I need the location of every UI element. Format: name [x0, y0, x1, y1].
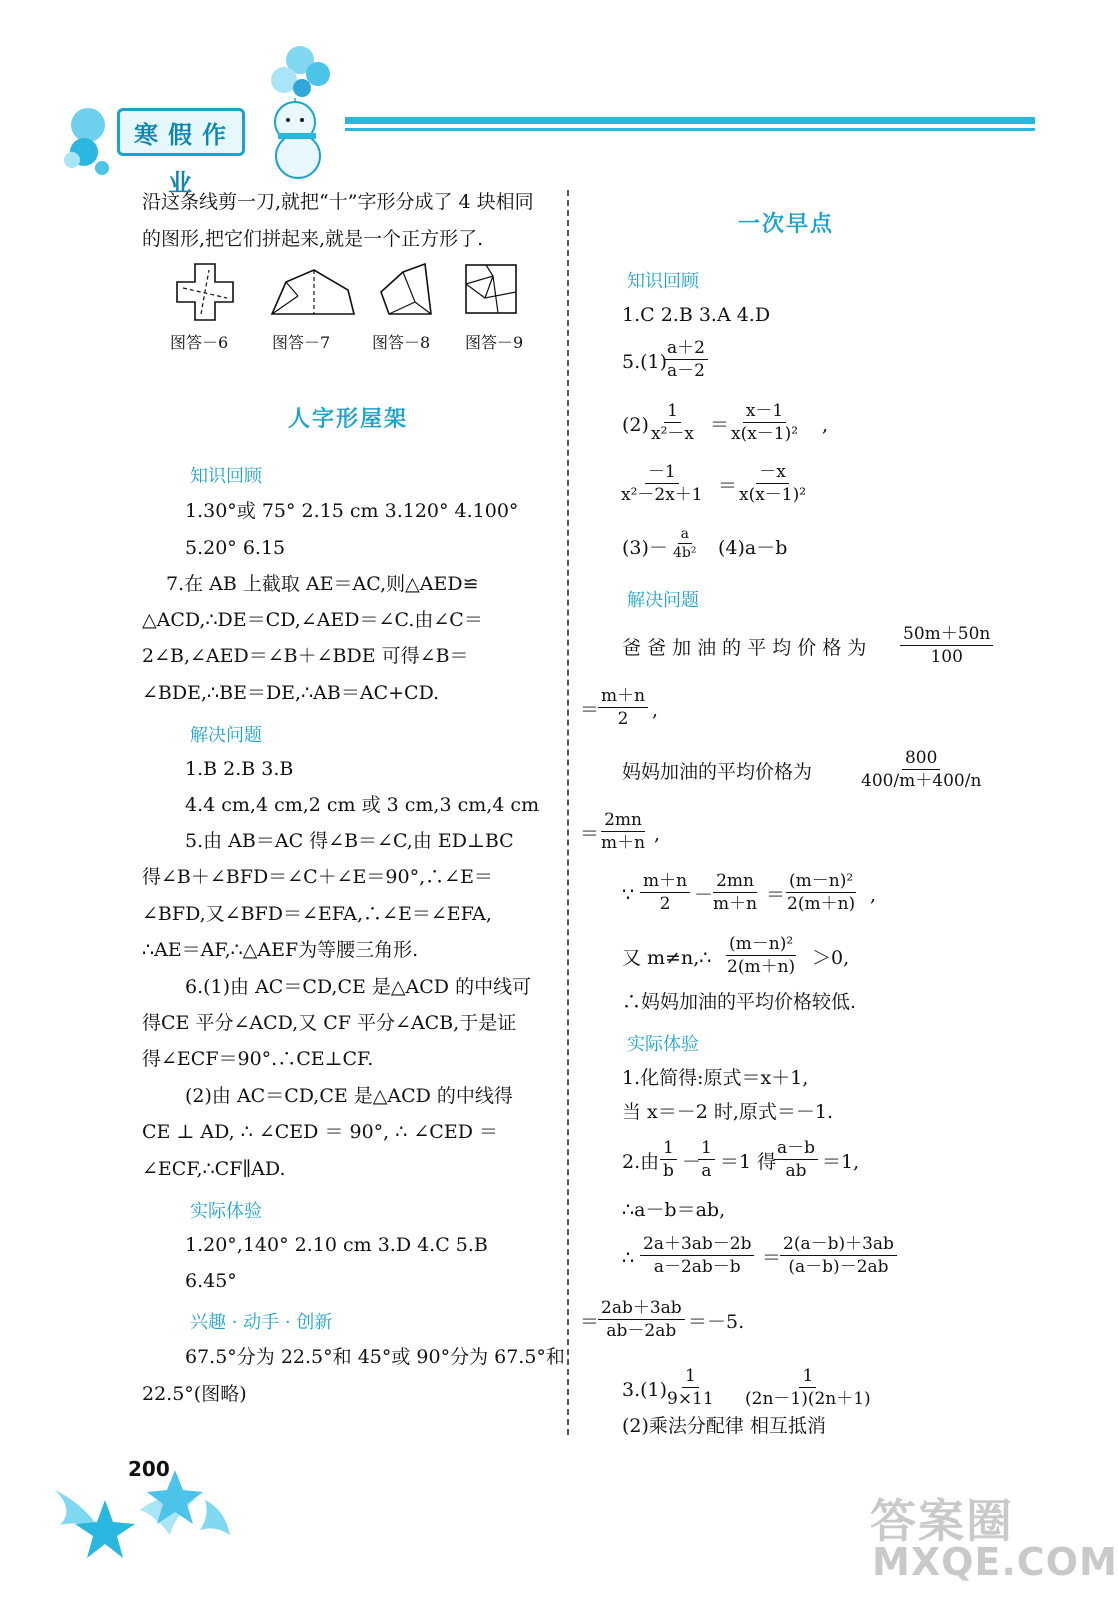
fraction: $\frac{-1}{\text{x²－2x＋1}}$ — [621, 462, 703, 505]
answer-line: (2)乘法分配律 相互抵消 — [622, 1415, 826, 1437]
answer-prefix: (3)－ — [622, 537, 668, 559]
answer-line: △ACD,∴DE＝CD,∠AED＝∠C.由∠C＝ — [142, 609, 483, 631]
fraction: $\frac{a+2}{a-2}$ — [664, 338, 708, 381]
fraction: $\frac{50m+50n}{100}$ — [900, 624, 993, 667]
answer-line: ＞0, — [812, 947, 850, 969]
fraction: $\frac{1}{b}$ — [660, 1138, 677, 1181]
answer-line: 得∠ECF＝90°.∴CE⊥CF. — [142, 1048, 374, 1070]
fraction: $\frac{1}{9\times 11}$ — [667, 1366, 714, 1409]
comma: , — [654, 823, 661, 845]
equals-sign: ＝ — [710, 414, 730, 436]
cross-shape-icon — [175, 262, 235, 322]
comma: , — [870, 884, 877, 906]
fraction: $\frac{x-1}{\text{x(x－1)²}}$ — [731, 401, 799, 444]
comma: , — [822, 414, 829, 436]
subsection-heading: 知识回顾 — [627, 271, 699, 292]
answer-prefix: 又 m≠n,∴ — [622, 947, 712, 969]
answer-line: 1.30°或 75° 2.15 cm 3.120° 4.100° — [185, 500, 519, 522]
fraction: $\frac{a}{\text{4b²}}$ — [673, 526, 697, 561]
subsection-heading: 知识回顾 — [190, 466, 262, 487]
equals-sign: ＝ — [718, 475, 738, 497]
answer-line: 得CE 平分∠ACD,又 CF 平分∠ACB,于是证 — [142, 1012, 517, 1034]
section-title: 一次早点 — [738, 212, 835, 237]
figure-pieces — [375, 262, 437, 326]
answer-line: (2)由 AC＝CD,CE 是△ACD 的中线得 — [185, 1085, 513, 1107]
fraction: $\frac{2a+3ab-2b}{a-2ab-b}$ — [640, 1234, 754, 1277]
answer-prefix: (2) — [622, 414, 649, 436]
answer-line: ∠BDE,∴BE＝DE,∴AB＝AC+CD. — [142, 682, 440, 704]
minus-sign: － — [694, 884, 714, 906]
answer-line: ＝－5. — [688, 1311, 745, 1333]
answer-line: CE ⊥ AD, ∴ ∠CED ＝ 90°, ∴ ∠CED ＝ — [142, 1121, 498, 1143]
answer-prefix: ∵ — [622, 884, 635, 906]
fraction: $\frac{800}{400/m+400/n}$ — [861, 748, 982, 791]
answer-line: 6.(1)由 AC＝CD,CE 是△ACD 的中线可 — [185, 976, 532, 998]
fraction: $\frac{m+n}{2}$ — [640, 871, 690, 914]
column-divider — [567, 190, 569, 1435]
minus-sign: － — [682, 1151, 702, 1173]
watermark-url: MXQE.COM — [872, 1540, 1118, 1584]
figure-parallelogram — [268, 266, 358, 326]
answer-prefix: 2.由 — [622, 1151, 660, 1173]
answer-line: 7.在 AB 上截取 AE＝AC,则△AED≌ — [166, 573, 479, 595]
fraction: $\frac{2mn}{m+n}$ — [713, 871, 758, 914]
fraction: $\frac{2ab+3ab}{ab-2ab}$ — [598, 1298, 685, 1341]
fraction: $\frac{1}{\text{x²－x}}$ — [651, 401, 694, 444]
answer-line: 4.4 cm,4 cm,2 cm 或 3 cm,3 cm,4 cm — [185, 794, 540, 816]
page-number: 200 — [128, 1457, 170, 1481]
comma: , — [652, 699, 659, 721]
equals-sign: ＝ — [580, 823, 600, 845]
answer-line: 5.由 AB＝AC 得∠B＝∠C,由 ED⊥BC — [185, 830, 514, 852]
answer-line: 1.化简得:原式＝x＋1, — [622, 1067, 809, 1089]
answer-prefix: 3.(1) — [622, 1379, 668, 1401]
equals-sign: ＝ — [580, 1311, 600, 1333]
section-title: 人字形屋架 — [288, 407, 409, 432]
fraction: $\frac{2(a-b)+3ab}{(a-b)-2ab}$ — [780, 1234, 897, 1277]
header-rule — [345, 117, 1035, 124]
answer-line: 1.B 2.B 3.B — [185, 758, 294, 780]
answer-prefix: 5.(1) — [622, 351, 668, 373]
answer-line: ∴a－b＝ab, — [622, 1199, 726, 1221]
parallelogram-shape-icon — [268, 266, 358, 322]
subsection-heading: 解决问题 — [190, 725, 262, 746]
fraction: $\frac{1}{a}$ — [698, 1138, 715, 1181]
answer-line: ∴妈妈加油的平均价格较低. — [622, 991, 857, 1013]
figure-cross — [175, 262, 235, 326]
fraction: $\frac{1}{(2n-1)(2n+1)}$ — [745, 1366, 871, 1409]
figure-caption: 图答－8 — [372, 333, 431, 352]
watermark-logo: 答案圈 — [870, 1494, 1014, 1548]
answer-line: ＝1, — [822, 1151, 860, 1173]
answer-line: ∠ECF,∴CF∥AD. — [142, 1158, 286, 1180]
answer-line: ∴AE＝AF,∴△AEF为等腰三角形. — [142, 939, 419, 961]
answer-line: 6.45° — [185, 1270, 237, 1292]
fraction: $\frac{-x}{\text{x(x－1)²}}$ — [739, 462, 807, 505]
header-rule-thin — [345, 128, 1035, 131]
subsection-heading: 解决问题 — [627, 590, 699, 611]
answer-line: 1.20°,140° 2.10 cm 3.D 4.C 5.B — [185, 1234, 488, 1256]
answer-line: 22.5°(图略) — [142, 1383, 247, 1405]
fraction: $\frac{\text{(m－n)²}}{2(m+n)}$ — [787, 871, 856, 914]
answer-line: (4)a－b — [718, 537, 788, 559]
answer-line: 1.C 2.B 3.A 4.D — [622, 304, 771, 326]
subsection-heading: 实际体验 — [190, 1201, 262, 1222]
subsection-heading: 实际体验 — [627, 1034, 699, 1055]
answer-line: 当 x＝－2 时,原式＝－1. — [622, 1101, 834, 1123]
figure-caption: 图答－6 — [170, 333, 229, 352]
answer-line: 得∠B＋∠BFD＝∠C＋∠E＝90°,∴∠E＝ — [142, 866, 493, 888]
subsection-heading: 兴趣 · 动手 · 创新 — [190, 1312, 333, 1333]
fraction: $\frac{a-b}{ab}$ — [774, 1138, 818, 1181]
figure-caption: 图答－9 — [465, 333, 524, 352]
header-badge: 寒假作业 — [117, 108, 245, 156]
intro-line: 的图形,把它们拼起来,就是一个正方形了. — [142, 228, 484, 250]
equals-sign: ＝ — [766, 884, 786, 906]
figure-square — [463, 262, 521, 322]
square-shape-icon — [463, 262, 521, 318]
equals-sign: ＝ — [580, 699, 600, 721]
answer-line: ∠BFD,又∠BFD＝∠EFA,∴∠E＝∠EFA, — [142, 903, 492, 925]
pieces-shape-icon — [375, 262, 437, 322]
figure-caption: 图答－7 — [272, 333, 331, 352]
answer-line: 妈妈加油的平均价格为 — [622, 761, 813, 783]
intro-line: 沿这条线剪一刀,就把“十”字形分成了 4 块相同 — [142, 191, 534, 213]
fraction: $\frac{2mn}{m+n}$ — [601, 810, 646, 853]
answer-line: ＝1 得 — [720, 1151, 777, 1173]
answer-prefix: ∴ — [622, 1247, 635, 1269]
answer-line: 5.20° 6.15 — [185, 537, 286, 559]
fraction: $\frac{\text{(m－n)²}}{2(m+n)}$ — [727, 934, 796, 977]
equals-sign: ＝ — [762, 1247, 782, 1269]
answer-line: 2∠B,∠AED＝∠B＋∠BDE 可得∠B＝ — [142, 645, 469, 667]
answer-line: 爸 爸 加 油 的 平 均 价 格 为 — [622, 637, 867, 659]
fraction: $\frac{m+n}{2}$ — [598, 686, 648, 729]
answer-line: 67.5°分为 22.5°和 45°或 90°分为 67.5°和 — [185, 1346, 565, 1368]
